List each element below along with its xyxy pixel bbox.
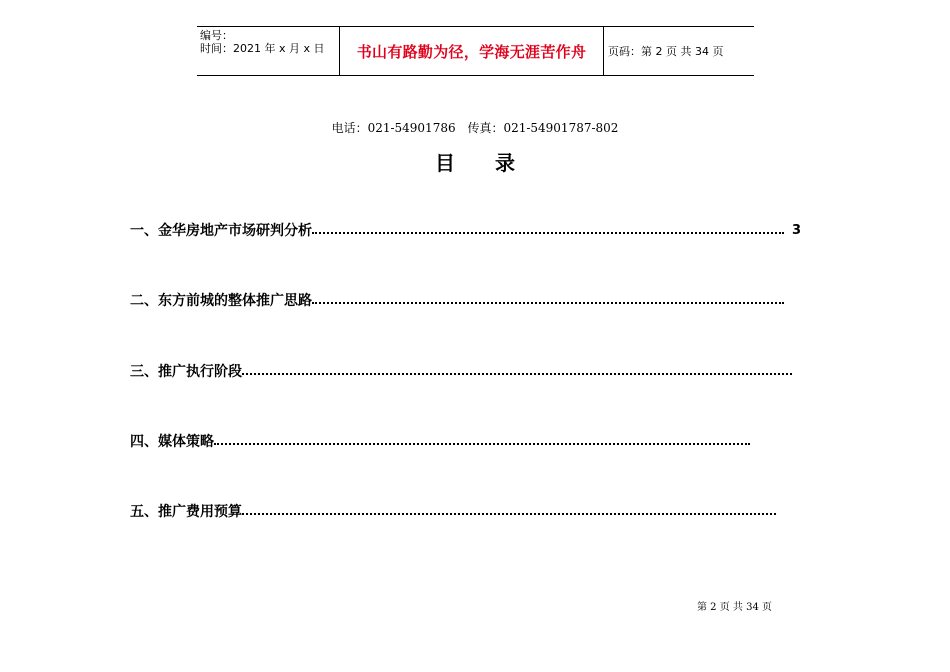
header-meta (197, 27, 339, 75)
toc-leader-dots (312, 232, 784, 234)
toc-entry-label: 四、媒体策略 (130, 434, 214, 450)
toc-title-part2: 录 (495, 151, 515, 175)
document-number-label: 编号： (200, 29, 233, 42)
toc-entry[interactable] (130, 431, 758, 451)
toc-leader-dots (214, 443, 750, 445)
header-motto: 书山有路勤为径，学海无涯苦作舟 (356, 42, 587, 61)
toc-title-part1: 目 (435, 151, 455, 175)
toc-entry-label: 二、东方前城的整体推广思路 (130, 293, 312, 309)
toc-entry-label: 五、推广费用预算 (130, 504, 242, 520)
toc-entry[interactable] (130, 361, 800, 381)
contact-phone: 电话：021-54901786 (331, 121, 456, 135)
toc-entry-label: 一、金华房地产市场研判分析 (130, 223, 312, 239)
toc-entry[interactable] (130, 501, 784, 521)
toc-leader-dots (312, 302, 784, 304)
toc-leader-dots (242, 513, 776, 515)
toc-title (0, 147, 950, 176)
header-page-info: 页码：第 2 页 共 34 页 (608, 45, 724, 58)
page-footer: 第 2 页 共 34 页 (697, 602, 772, 613)
contact-fax: 传真：021-54901787-802 (467, 121, 619, 135)
page-header (197, 26, 754, 76)
toc-entry[interactable] (130, 220, 801, 240)
toc-entry-page: 3 (792, 222, 802, 238)
document-time-label: 时间：2021 年 x 月 x 日 (200, 42, 325, 55)
toc-leader-dots (242, 373, 792, 375)
toc-entry[interactable] (130, 290, 792, 310)
contact-line (0, 119, 950, 136)
header-motto-cell (339, 27, 604, 75)
header-page-info-cell (604, 27, 754, 75)
toc-entry-label: 三、推广执行阶段 (130, 364, 242, 380)
